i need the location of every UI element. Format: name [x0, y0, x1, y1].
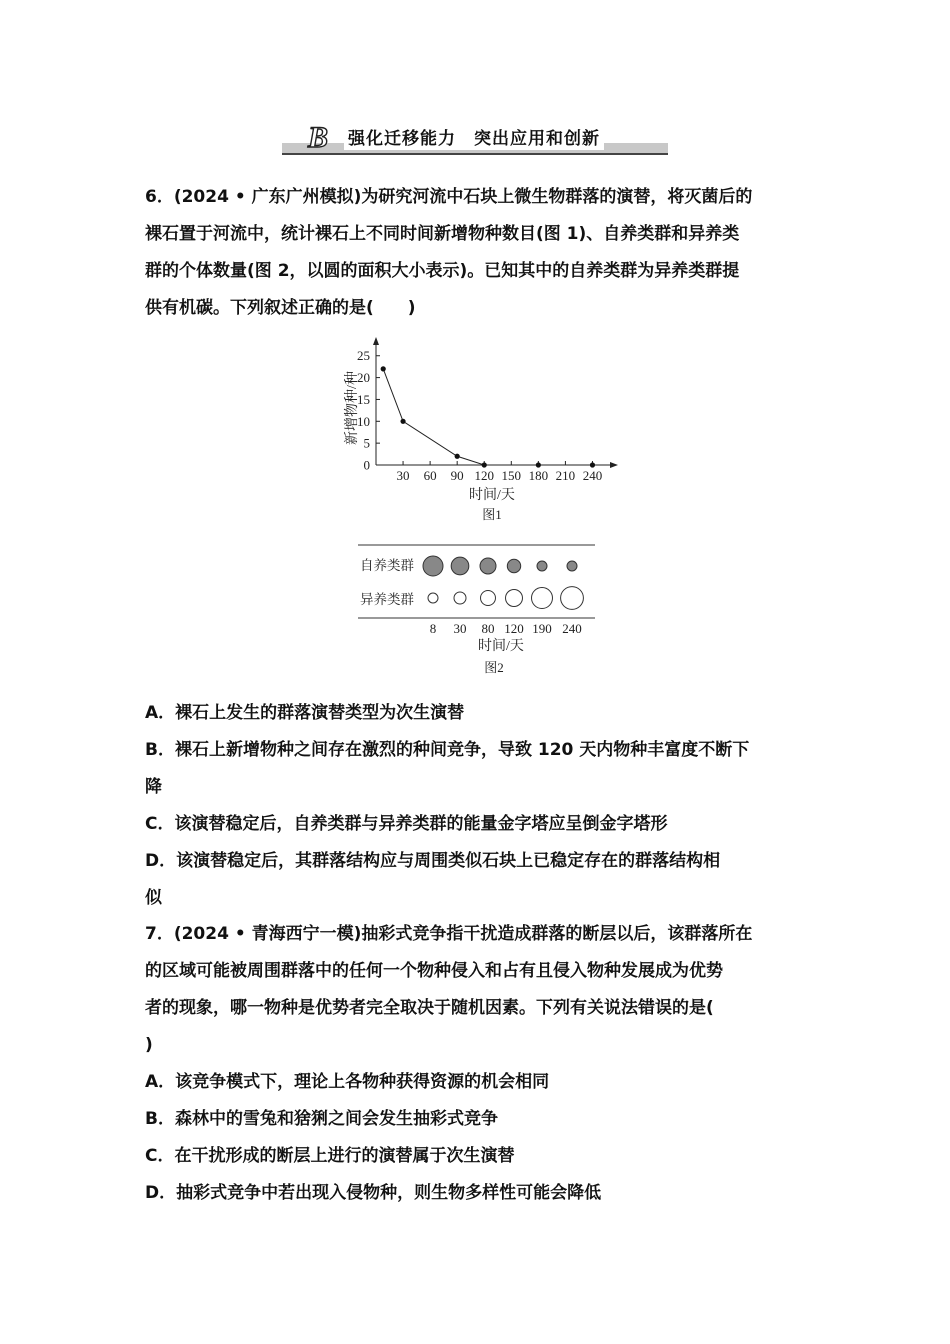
question-7-options — [145, 1064, 809, 1212]
fig2-caption: 图2 — [484, 660, 504, 675]
figure-1 — [330, 335, 620, 534]
fig1-y-axis-label: 新增物种/种 — [345, 371, 360, 445]
fig2-heterotroph-circle — [428, 593, 438, 603]
q7-line: 者的现象，哪一物种是优势者完全取决于随机因素。下列有关说法错误的是( — [145, 998, 714, 1018]
fig1-y-tick-label: 15 — [357, 391, 370, 407]
fig2-heterotroph-circle — [506, 590, 523, 607]
q7-line: 的区域可能被周围群落中的任何一个物种侵入和占有且侵入物种发展成为优势 — [145, 961, 723, 981]
fig2-x-tick-label: 190 — [532, 621, 552, 636]
fig1-x-tick-label: 150 — [501, 468, 522, 483]
q6-option-d: D．该演替稳定后，其群落结构应与周围类似石块上已稳定存在的群落结构相 — [145, 851, 721, 871]
fig1-x-tick-label: 90 — [450, 468, 464, 483]
q6-option-b-cont: 降 — [145, 777, 162, 797]
fig1-data-point — [455, 454, 460, 459]
q6-option-b: B．裸石上新增物种之间存在激烈的种间竞争，导致 120 天内物种丰富度不断下 — [145, 740, 750, 760]
question-6-stem — [145, 179, 809, 327]
fig2-x-tick-label: 80 — [481, 621, 495, 636]
fig1-x-tick-label: 180 — [528, 468, 549, 483]
fig2-x-tick-label: 30 — [453, 621, 467, 636]
q6-option-c: C．该演替稳定后，自养类群与异养类群的能量金字塔应呈倒金字塔形 — [145, 814, 668, 834]
fig2-heterotroph-circle — [561, 587, 584, 610]
fig1-data-point — [381, 366, 386, 371]
fig1-x-arrow — [610, 462, 618, 468]
question-6-options — [145, 695, 809, 917]
fig1-x-tick-label: 240 — [582, 468, 603, 483]
fig1-x-tick-label: 120 — [474, 468, 494, 483]
fig1-caption: 图1 — [482, 507, 502, 522]
fig1-x-axis-label: 时间/天 — [469, 488, 515, 503]
q7-option-b: B．森林中的雪兔和猞猁之间会发生抽彩式竞争 — [145, 1109, 498, 1129]
fig2-x-axis-label: 时间/天 — [478, 639, 524, 654]
fig1-y-arrow — [373, 337, 379, 345]
fig2-autotroph-circle — [451, 557, 469, 575]
fig2-x-tick-label: 120 — [504, 621, 524, 636]
fig1-y-tick-label: 10 — [357, 413, 370, 429]
fig2-autotroph-circle — [423, 556, 443, 576]
fig1-y-tick-label: 25 — [357, 348, 370, 364]
fig1-series-line — [383, 369, 592, 465]
fig2-row-label: 异养类群 — [360, 592, 414, 607]
fig2-row-label: 自养类群 — [360, 558, 414, 573]
q6-line: 6．(2024 • 广东广州模拟)为研究河流中石块上微生物群落的演替，将灭菌后的 — [145, 187, 753, 207]
fig1-x-tick-label: 30 — [396, 468, 410, 483]
fig2-autotroph-circle — [537, 561, 547, 571]
fig2-heterotroph-circle — [454, 592, 466, 604]
fig1-x-tick-label: 210 — [555, 468, 576, 483]
fig1-y-tick-label: 5 — [363, 435, 370, 451]
fig2-autotroph-circle — [567, 561, 577, 571]
fig1-y-tick-label: 20 — [357, 370, 370, 386]
fig2-heterotroph-circle — [481, 591, 496, 606]
q7-line: 7．(2024 • 青海西宁一模)抽彩式竞争指干扰造成群落的断层以后，该群落所在 — [145, 924, 753, 944]
fig1-data-point — [536, 462, 541, 467]
fig2-x-tick-label: 240 — [562, 621, 582, 636]
q6-line: 供有机碳。下列叙述正确的是( ) — [145, 298, 416, 318]
section-letter: B — [308, 121, 329, 154]
figure-1-chart — [330, 335, 620, 530]
q7-option-a: A．该竞争模式下，理论上各物种获得资源的机会相同 — [145, 1072, 550, 1092]
q7-option-c: C．在干扰形成的断层上进行的演替属于次生演替 — [145, 1146, 515, 1166]
q6-line: 群的个体数量(图 2，以圆的面积大小表示)。已知其中的自养类群为异养类群提 — [145, 261, 740, 281]
q7-line: ) — [145, 1035, 153, 1055]
fig2-autotroph-circle — [480, 558, 496, 574]
fig1-data-point — [590, 462, 595, 467]
q7-option-d: D．抽彩式竞争中若出现入侵物种，则生物多样性可能会降低 — [145, 1183, 602, 1203]
fig2-x-tick-label: 8 — [429, 621, 437, 636]
section-title: 强化迁移能力 突出应用和创新 — [344, 128, 604, 150]
fig1-data-point — [482, 462, 487, 467]
q6-option-a: A．裸石上发生的群落演替类型为次生演替 — [145, 703, 465, 723]
question-7-stem — [145, 916, 809, 1064]
figure-2 — [355, 538, 600, 687]
q6-option-d-cont: 似 — [145, 888, 162, 908]
fig2-autotroph-circle — [507, 559, 520, 572]
figure-2-chart — [355, 538, 600, 683]
fig1-data-point — [400, 419, 405, 424]
fig2-heterotroph-circle — [532, 588, 553, 609]
fig1-y-tick-label: 0 — [363, 457, 370, 473]
fig1-x-tick-label: 60 — [423, 468, 437, 483]
q6-line: 裸石置于河流中，统计裸石上不同时间新增物种数目(图 1)、自养类群和异养类 — [145, 224, 740, 244]
section-banner — [282, 122, 668, 158]
